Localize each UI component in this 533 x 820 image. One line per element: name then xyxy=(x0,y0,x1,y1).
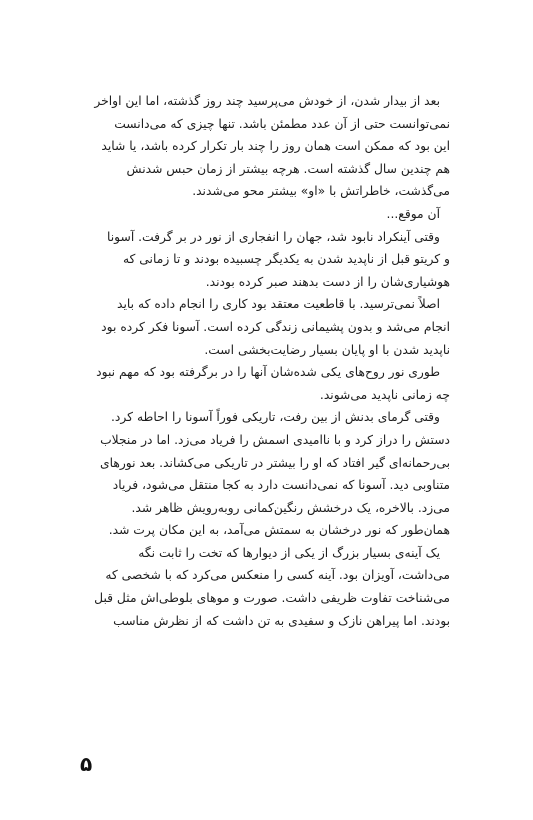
paragraph xyxy=(92,361,450,406)
text-line: می‌گذشت، خاطراتش با «او» بیشتر محو می‌شدند. xyxy=(192,184,450,199)
text-line: اصلاً نمی‌ترسید. با قاطعیت معتقد بود کاری را انجام داده که باید xyxy=(117,297,440,312)
text-line: و کریتو قبل از ناپدید شدن به یکدیگر چسبیده بودند و تا زمانی که xyxy=(122,252,450,267)
text-line: ناپدید شدن با او پایان بسیار رضایت‌بخشی است. xyxy=(204,342,450,357)
text-line: یک آینه‌ی بسیار بزرگ از یکی از دیوارها که تخت را ثابت نگه xyxy=(138,545,440,560)
paragraph xyxy=(92,406,450,542)
paragraph xyxy=(92,203,450,226)
paragraph xyxy=(92,542,450,632)
text-line: بعد از بیدار شدن، از خودش می‌پرسید چند روز گذشته، اما این اواخر xyxy=(94,94,440,108)
text-line: طوری نور روح‌های یکی شده‌شان آنها را در برگرفته بود که مهم نبود xyxy=(96,365,440,380)
paragraph xyxy=(92,293,450,361)
text-line: هم چندین سال گذشته است. هرچه بیشتر از زمان حبس شدنش xyxy=(126,161,450,176)
text-line: چه زمانی ناپدید می‌شوند. xyxy=(319,387,450,402)
text-line: انجام می‌شد و بدون پشیمانی زندگی کرده است. آسونا فکر کرده بود xyxy=(101,319,450,334)
paragraph xyxy=(92,226,450,294)
text-line: هوشیاری‌شان را از دست بدهند صبر کرده بودند. xyxy=(205,274,450,289)
paragraph xyxy=(92,90,450,203)
text-line: بودند. اما پیراهن نازک و سفیدی به تن داشت که از نظرش مناسب xyxy=(113,613,450,628)
text-line: می‌داشت، آویزان بود. آینه کسی را منعکس می‌کرد که با شخصی که xyxy=(105,568,450,583)
body-text xyxy=(92,90,450,632)
text-line: این بود که ممکن است همان روز را چند بار تکرار کرده باشد، یا شاید xyxy=(101,139,450,154)
text-line: وقتی آینکراد نابود شد، جهان را انفجاری از نور در بر گرفت. آسونا xyxy=(107,229,440,244)
text-line: آن موقع... xyxy=(386,206,440,221)
text-line: متناوبی دید. آسونا که نمی‌دانست دارد به کجا منتقل می‌شود، فریاد xyxy=(112,478,450,493)
text-line: وقتی گرمای بدنش از بین رفت، تاریکی فوراً آسونا را احاطه کرد. xyxy=(111,410,440,425)
text-line: همان‌طور که نور درخشان به سمتش می‌آمد، به این مکان پرت شد. xyxy=(108,523,450,538)
text-line: می‌زد. بالاخره، یک درخشش رنگین‌کمانی روبه‌رویش ظاهر شد. xyxy=(131,500,450,515)
text-line: بی‌رحمانه‌ای گیر افتاد که او را بیشتر در تاریکی می‌کشاند. بعد نورهای xyxy=(99,455,450,470)
text-line: نمی‌توانست حتی از آن عدد مطمئن باشد. تنها چیزی که می‌دانست xyxy=(114,116,450,131)
text-line: می‌شناخت تفاوت ظریفی داشت. صورت و موهای بلوطی‌اش مثل قبل xyxy=(94,591,450,606)
page-number: ۵ xyxy=(80,752,93,776)
text-line: دستش را دراز کرد و با ناامیدی اسمش را فریاد می‌زد. اما در منجلاب xyxy=(100,432,450,447)
